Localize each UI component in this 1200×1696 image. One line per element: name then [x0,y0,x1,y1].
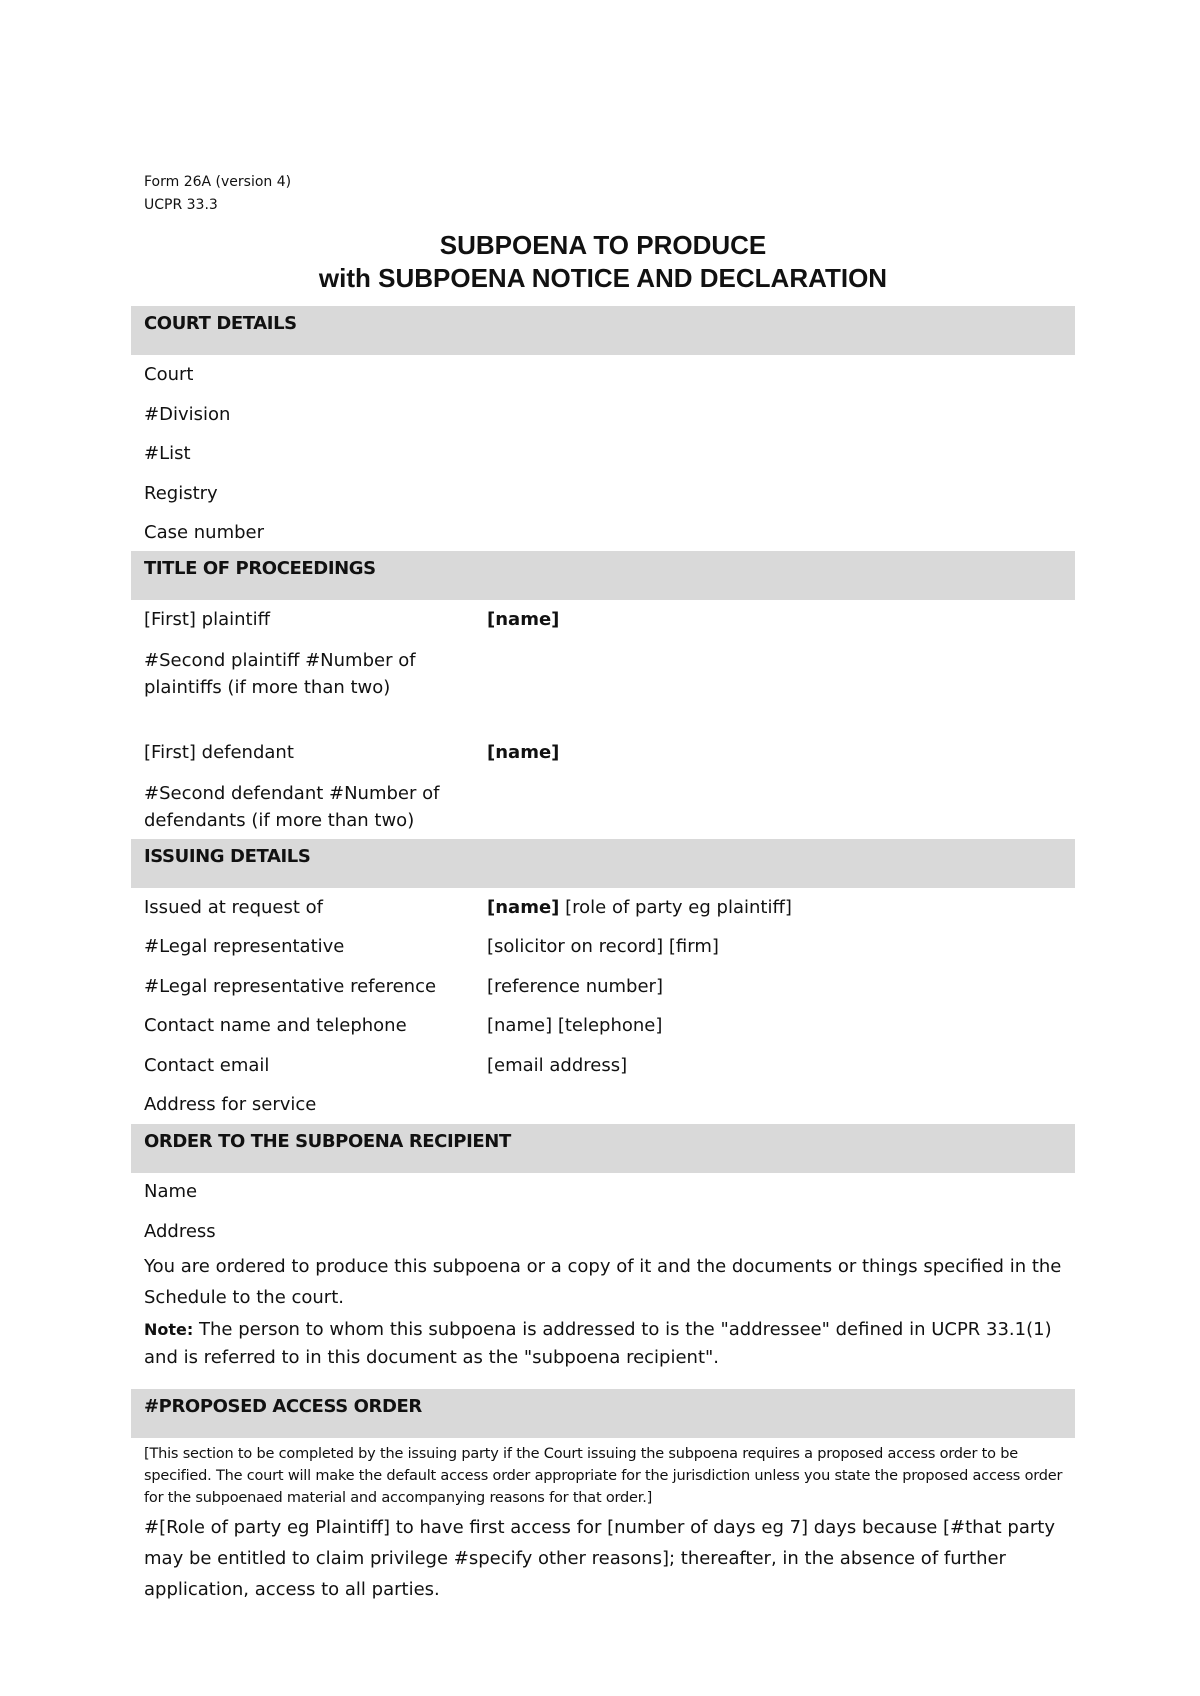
court-details-heading: COURT DETAILS [144,313,297,334]
legal-rep-label: #Legal representative [144,936,345,957]
issued-request-label: Issued at request of [144,897,323,918]
form-title-line1: SUBPOENA TO PRODUCE [439,230,767,260]
order-heading: ORDER TO THE SUBPOENA RECIPIENT [144,1131,511,1152]
address-service-label: Address for service [144,1094,317,1115]
contact-value: [name] [telephone] [487,1015,663,1036]
first-plaintiff-value: [name] [487,609,560,630]
recipient-address-label: Address [144,1221,216,1242]
first-defendant-value: [name] [487,742,560,763]
access-order-text: #[Role of party eg Plaintiff] to have first access for [number of days eg 7] days because [#that party may be entitled to claim privilege #specify other reasons]; thereafter, in the absence of further application, access to all parties. [144,1517,1055,1600]
second-plaintiff-label: #Second plaintiff #Number of plaintiffs (if more than two) [144,650,416,698]
issued-request-value [487,897,792,918]
division-label: #Division [144,404,231,425]
issued-request-name: [name] [487,897,560,918]
form-title-line2: with SUBPOENA NOTICE AND DECLARATION [318,263,888,293]
form-id: Form 26A (version 4) [144,174,292,190]
proceedings-heading-band [131,551,1075,600]
note-label: Note: [144,1320,194,1339]
proceedings-heading: TITLE OF PROCEEDINGS [144,558,376,579]
legal-ref-label: #Legal representative reference [144,976,437,997]
legal-rep-value: [solicitor on record] [firm] [487,936,719,957]
registry-label: Registry [144,483,218,504]
list-label: #List [144,443,191,464]
recipient-name-label: Name [144,1181,198,1202]
access-order-guidance: [This section to be completed by the issuing party if the Court issuing the subpoena requires a proposed access order to be specified. The court will make the default access order appropriate for the jurisdiction unless you state the proposed access order for the subpoenaed material and accompanying reasons for that order.] [144,1446,1063,1506]
order-heading-band [131,1124,1075,1173]
note-text: The person to whom this subpoena is addressed to is the "addressee" defined in UCPR 33.1(1) and is referred to in this document as the "subpoena recipient". [144,1319,1052,1368]
email-label: Contact email [144,1055,270,1076]
issuing-heading-band [131,839,1075,888]
rule-reference: UCPR 33.3 [144,197,218,213]
court-label: Court [144,364,194,385]
second-defendant-label: #Second defendant #Number of defendants (if more than two) [144,783,440,831]
issuing-heading: ISSUING DETAILS [144,846,311,867]
first-plaintiff-label: [First] plaintiff [144,609,270,630]
email-value: [email address] [487,1055,628,1076]
order-instruction: You are ordered to produce this subpoena or a copy of it and the documents or things specified in the Schedule to the court. [144,1256,1062,1308]
court-details-heading-band [131,306,1075,355]
access-order-heading-band [131,1389,1075,1438]
first-defendant-label: [First] defendant [144,742,294,763]
contact-label: Contact name and telephone [144,1015,407,1036]
case-number-label: Case number [144,522,265,543]
legal-ref-value: [reference number] [487,976,663,997]
access-order-heading: #PROPOSED ACCESS ORDER [144,1396,422,1417]
issued-request-role: [role of party eg plaintiff] [559,897,792,918]
order-note [144,1316,1064,1372]
